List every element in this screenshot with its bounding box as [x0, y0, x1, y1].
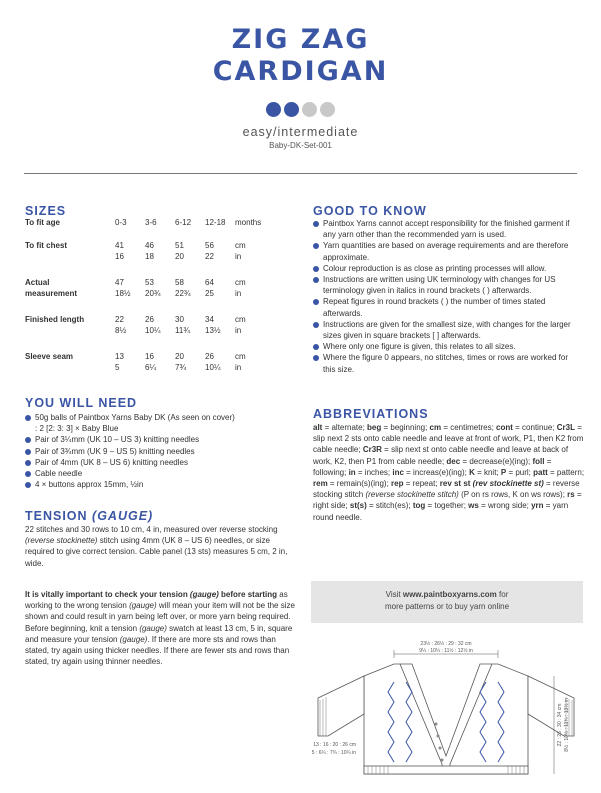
abbreviation-term: st(s)	[349, 501, 367, 511]
abbreviation-definition: = slip next st onto cable needle and leave at back of work, K2, then P1 from cable needle;	[313, 445, 569, 466]
title-line-1: ZIG ZAG	[231, 24, 370, 55]
abbreviation-definition: = inches;	[355, 467, 393, 477]
abbreviations-text	[313, 422, 585, 523]
abbreviation-definition: = wrong side;	[478, 501, 532, 511]
sizes-row-secondary	[25, 289, 265, 300]
abbreviation-term: rs	[567, 490, 575, 500]
size-value-in: 13½	[205, 326, 221, 335]
size-unit-in: in	[235, 289, 242, 298]
size-value: 47	[115, 278, 124, 287]
size-value: 56	[205, 241, 214, 250]
spacer-cell	[25, 229, 115, 241]
sizes-spacer	[25, 229, 265, 241]
size-value: 26	[145, 315, 154, 324]
abbreviation-term: ws	[468, 501, 479, 511]
website-link[interactable]: www.paintboxyarns.com	[402, 590, 497, 599]
size-value: 64	[205, 278, 214, 287]
good-to-know-item: Paintbox Yarns cannot accept responsibility for the finished garment if any yarn other than the recommended yarn is used.	[313, 218, 581, 240]
abbreviations-heading: ABBREVIATIONS	[313, 407, 429, 421]
size-value-in: 10¼	[145, 326, 161, 335]
size-value: 20	[175, 352, 184, 361]
title-line-2: CARDIGAN	[212, 56, 389, 87]
size-value: 41	[115, 241, 124, 250]
abbreviation-definition: = together;	[425, 501, 469, 511]
difficulty-dot	[302, 102, 317, 117]
size-value: 12-18	[205, 218, 226, 227]
materials-item	[25, 412, 285, 434]
size-value: 13	[115, 352, 124, 361]
sleeve-in-label: 5 : 6¼ : 7¾ : 10¼ in	[311, 750, 356, 756]
size-value-in: 18	[145, 252, 154, 261]
size-value: 51	[175, 241, 184, 250]
abbreviation-term: in	[348, 467, 356, 477]
size-value: 0-3	[115, 218, 127, 227]
abbreviation-definition: = reverse stocking stitch	[313, 479, 580, 500]
size-unit-in: in	[235, 326, 242, 335]
size-value: 16	[145, 352, 154, 361]
abbreviation-term: alt	[313, 423, 323, 432]
good-to-know-heading: GOOD TO KNOW	[313, 204, 427, 218]
size-row-label-cont	[25, 363, 115, 374]
size-value: 53	[145, 278, 154, 287]
materials-item-text: 4 × buttons approx 15mm, ½in	[35, 480, 144, 490]
size-unit-in: in	[235, 363, 242, 372]
tension-heading-text: TENSION	[25, 509, 88, 523]
abbreviation-definition: = right side;	[313, 490, 582, 511]
size-value-in: 7¾	[175, 363, 187, 372]
materials-item-text: 50g balls of Paintbox Yarns Baby DK (As seen on cover)	[35, 413, 235, 422]
warning-d: (gauge)	[139, 623, 167, 633]
size-value-in: 11¾	[175, 326, 190, 335]
web-line2: more patterns or to buy yarn online	[384, 602, 510, 611]
materials-item	[25, 434, 285, 445]
tension-warning	[25, 589, 295, 667]
sizes-row-secondary	[25, 363, 265, 374]
size-row-label: Actual	[25, 278, 50, 287]
abbreviation-definition: = increas(e)(ing);	[403, 467, 470, 477]
sizes-spacer	[25, 300, 265, 315]
size-value-in: 22	[205, 252, 214, 261]
abbreviation-definition: = following;	[313, 456, 552, 477]
materials-item	[25, 446, 285, 457]
abbreviation-term: patt	[533, 467, 548, 477]
size-value: 6-12	[175, 218, 192, 227]
sizes-spacer	[25, 263, 265, 278]
good-to-know-item: Instructions are written using UK terminology with changes for US terminology given in italics in round brackets ( ) afterwards.	[313, 274, 581, 296]
tension-paragraph	[25, 524, 295, 569]
set-code: Baby-DK-Set-001	[269, 141, 332, 150]
materials-heading: YOU WILL NEED	[25, 396, 138, 410]
size-value-in: 25	[205, 289, 214, 298]
size-unit: cm	[235, 241, 246, 250]
materials-list	[25, 412, 285, 490]
abbreviation-term: K	[469, 467, 475, 477]
size-value-in: 5	[115, 363, 120, 372]
tension-text-a: 22 stitches and 30 rows to 10 cm, 4 in, measured over reverse stocking	[25, 525, 278, 534]
size-value: 30	[175, 315, 184, 324]
spacer-cell	[25, 300, 115, 315]
abbreviation-term: rep	[391, 479, 404, 489]
size-value: 46	[145, 241, 154, 250]
abbreviation-definition: = remain(s)(ing);	[327, 479, 392, 489]
yarn-quantity: : 2 [2: 3: 3] × Baby Blue	[35, 424, 119, 434]
sizes-row-secondary	[25, 326, 265, 337]
warning-g: . If there are more sts and rows than stated, try again using thicker needles. If there are fewer sts and rows than stated, try again using thinner needles.	[25, 634, 290, 667]
size-value-in: 8½	[115, 326, 127, 335]
difficulty-dot	[266, 102, 281, 117]
abbreviation-term: Cr3R	[362, 445, 382, 455]
size-value-in: 6¼	[145, 363, 157, 372]
size-value: 58	[175, 278, 184, 287]
size-value-in: 22¾	[175, 289, 191, 298]
length-in-label: 8½ : 10¼ : 11¾ : 13½ in	[564, 698, 570, 752]
sleeve-cm-label: 13 : 16 : 20 : 26 cm	[313, 742, 356, 748]
good-to-know-item: Repeat figures in round brackets ( ) the number of times stated afterwards.	[313, 296, 581, 318]
warning-c: will mean your item will not be the size shown and could result in yarn being left over, or more yarn being required. Before beginning, knit a tension	[25, 601, 295, 633]
spacer-cell	[25, 337, 115, 352]
good-to-know-list	[313, 218, 581, 375]
materials-item-text: Cable needle	[35, 469, 83, 479]
abbreviation-term: rem	[313, 479, 328, 489]
abbreviation-definition: = slip next 2 sts onto cable needle and leave at front of work, P1, then K2 from cable needle;	[313, 423, 584, 455]
warning-bold-b: (gauge)	[189, 590, 219, 599]
sizes-row	[25, 315, 265, 326]
size-row-label: Finished length	[25, 315, 85, 324]
abbreviation-definition: = repeat;	[403, 479, 440, 489]
materials-item-text: Pair of 3¼mm (UK 10 – US 3) knitting needles	[35, 435, 200, 445]
abbreviation-definition: = continue;	[512, 423, 557, 432]
spacer-cell	[25, 374, 115, 389]
size-value: 34	[205, 315, 214, 324]
size-value: 26	[205, 352, 214, 361]
spacer-cell	[25, 263, 115, 278]
abbreviation-definition: = yarn round needle.	[313, 501, 569, 522]
abbreviation-definition: = stitch(es);	[366, 501, 413, 511]
abbreviation-term: cont	[496, 423, 513, 432]
warning-bold-a: It is vitally important to check your tension	[25, 590, 190, 599]
pattern-title	[0, 24, 601, 88]
size-value-in: 20¾	[145, 289, 161, 298]
width-cm-label: 23½ : 26½ : 29 : 32 cm	[420, 641, 472, 647]
abbreviation-definition: = purl;	[506, 467, 534, 477]
sizes-row	[25, 278, 265, 289]
abbreviation-definition: = pattern;	[547, 467, 585, 477]
abbreviation-term-alt	[473, 479, 544, 488]
size-unit: cm	[235, 278, 246, 287]
web-visit: Visit	[385, 590, 403, 599]
sizes-heading: SIZES	[25, 204, 67, 218]
size-unit-in: in	[235, 252, 242, 261]
tension-heading-gauge: (GAUGE)	[92, 509, 154, 523]
warning-e: swatch at least 13 cm, 5 in, square and measure your tension	[25, 623, 293, 644]
difficulty-dot	[320, 102, 335, 117]
size-value-in: 10¼	[205, 363, 221, 372]
warning-f: (gauge)	[119, 634, 148, 644]
abbreviation-definition: = centimetres;	[441, 423, 497, 432]
good-to-know-item: Yarn quantities are based on average requirements and are therefore approximate.	[313, 240, 581, 262]
good-to-know-item: Where the figure 0 appears, no stitches, times or rows are worked for this size.	[313, 352, 581, 374]
warning-a: as working to the wrong tension	[25, 590, 288, 611]
abbreviation-term: Cr3L	[556, 423, 575, 432]
sizes-spacer	[25, 337, 265, 352]
size-unit: cm	[235, 352, 246, 361]
materials-item	[25, 457, 285, 468]
abbreviation-term-italic: (rev stockinette st)	[472, 479, 544, 489]
sizes-table	[25, 218, 265, 389]
warning-b: (gauge)	[129, 601, 157, 611]
cardigan-schematic	[308, 636, 584, 786]
size-value-in: 20	[175, 252, 184, 261]
sizes-row	[25, 218, 265, 229]
size-value: 22	[115, 315, 124, 324]
abbreviation-term: tog	[412, 501, 426, 511]
materials-item	[25, 468, 285, 479]
size-row-label: To fit chest	[25, 241, 68, 250]
abbreviation-term: foll	[532, 456, 545, 466]
abbreviation-definition: = alternate;	[322, 423, 368, 432]
web-for: for	[496, 590, 509, 599]
size-row-label: Sleeve seam	[25, 352, 74, 361]
difficulty-indicator	[266, 102, 338, 122]
materials-item-text: Pair of 3¾mm (UK 9 – US 5) knitting needles	[35, 446, 195, 456]
sizes-row	[25, 352, 265, 363]
difficulty-dot	[284, 102, 299, 117]
abbreviation-term: rev st st	[439, 479, 471, 489]
abbreviation-term: cm	[429, 423, 442, 432]
good-to-know-item: Where only one figure is given, this relates to all sizes.	[313, 341, 581, 352]
length-cm-label: 22 : 26 : 30 : 34 cm	[557, 703, 563, 747]
size-row-label: To fit age	[25, 218, 60, 227]
abbreviation-definition: = knit;	[474, 467, 501, 477]
size-unit: cm	[235, 315, 246, 324]
abbreviation-definition: = beginning;	[381, 423, 430, 432]
size-row-label-cont	[25, 326, 115, 337]
tension-heading	[25, 509, 153, 523]
size-value-in: 18½	[115, 289, 131, 298]
abbreviation-term: beg	[367, 423, 382, 432]
sizes-spacer	[25, 374, 265, 389]
abbreviation-term: yrn	[531, 501, 544, 511]
materials-item	[25, 479, 285, 490]
abbreviation-term: dec	[446, 456, 461, 466]
good-to-know-item: Instructions are given for the smallest size, with changes for the larger sizes given in square brackets [ ] afterwards.	[313, 319, 581, 341]
warning-bold-c: before starting	[218, 590, 278, 599]
tension-text-b: (reverse stockinette)	[25, 536, 98, 546]
size-row-label-cont: measurement	[25, 289, 78, 298]
abbreviation-definition-tail: (P on rs rows, K on ws rows);	[458, 490, 568, 500]
good-to-know-item: Colour reproduction is as close as printing processes will allow.	[313, 263, 581, 274]
difficulty-level: easy/intermediate	[242, 125, 359, 139]
warning-bold	[25, 590, 277, 599]
sizes-row-secondary	[25, 252, 265, 263]
width-in-label: 9¼ : 10¼ : 11½ : 12½ in	[419, 648, 473, 654]
abbreviation-definition-italic: (reverse stockinette stitch)	[365, 490, 459, 500]
size-value-in: 16	[115, 252, 124, 261]
sizes-row	[25, 241, 265, 252]
size-unit: months	[235, 218, 262, 227]
materials-item-text: Pair of 4mm (UK 8 – US 6) knitting needles	[35, 457, 188, 467]
header-divider	[24, 173, 577, 174]
website-box	[311, 581, 583, 623]
abbreviation-definition: = decrease(e)(ing);	[460, 456, 533, 466]
abbreviation-term: P	[500, 467, 507, 477]
size-row-label-cont	[25, 252, 115, 263]
tension-text-c: stitch using 4mm (UK 8 – US 6) needles, or size required to give correct tension. Cable panel (13 sts) measures 5 cm, 2 in, wide.	[25, 536, 288, 568]
abbreviation-term: inc	[392, 467, 404, 477]
size-value: 3-6	[145, 218, 157, 227]
